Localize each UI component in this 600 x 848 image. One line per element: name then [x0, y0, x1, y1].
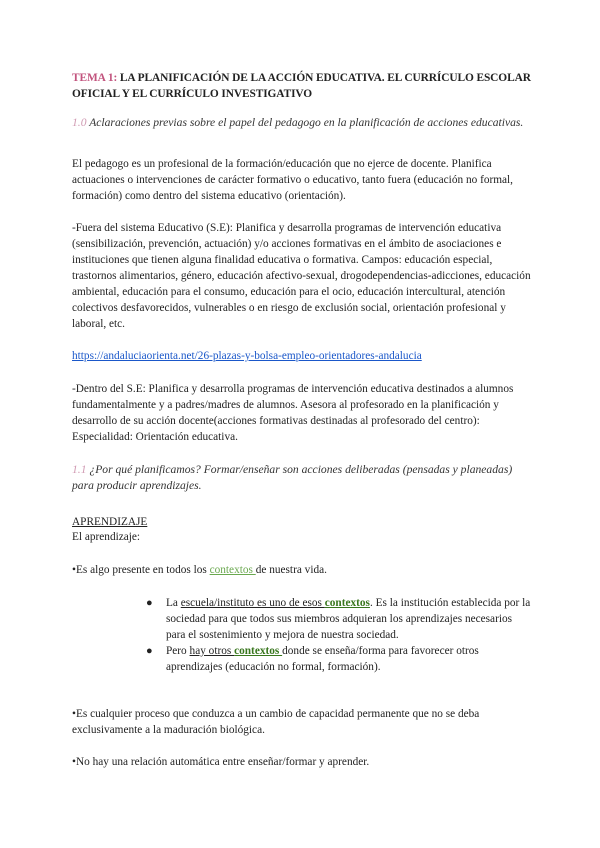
section-heading-text: Aclaraciones previas sobre el papel del pedagogo en la planificación de acciones educativas. [86, 116, 524, 129]
bullet-dot-icon: ● [146, 597, 153, 609]
section-heading-1-0 [72, 115, 534, 131]
item-text-end: . Es la institución establecida por la sociedad para que todos sus miembros adquieran los aprendizajes necesarios para el sostenimiento y mejora de nuestra sociedad. [166, 597, 531, 641]
item-text: Pero [166, 645, 190, 657]
title-text: LA PLANIFICACIÓN DE LA ACCIÓN EDUCATIVA. EL CURRÍCULO ESCOLAR OFICIAL Y EL CURRÍCULO INVESTIGATIVO [72, 72, 531, 100]
section-heading-1-1 [72, 462, 534, 494]
section-number: 1.1 [72, 463, 87, 476]
bullet-contextos [72, 562, 534, 578]
heading-text: APRENDIZAJE [72, 516, 148, 528]
link-andaluciaorienta[interactable]: https://andaluciaorienta.net/26-plazas-y-bolsa-empleo-orientadores-andalucia [72, 350, 422, 362]
bullet-text: •Es algo presente en todos los [72, 564, 210, 576]
item-text: La [166, 597, 181, 609]
list-item [142, 643, 534, 675]
list-item [142, 595, 534, 643]
page-title [72, 70, 534, 102]
item-highlight: contextos [324, 597, 370, 609]
bullet-proceso: •Es cualquier proceso que conduzca a un cambio de capacidad permanente que no se deba exclusivamente a la maduración biológica. [72, 708, 480, 736]
contextos-link[interactable]: contextos [209, 564, 256, 576]
section-heading-text: ¿Por qué planificamos? Formar/enseñar son acciones deliberadas (pensadas y planeadas) para producir aprendizajes. [72, 463, 513, 492]
item-underlined: escuela/instituto es uno de esos [180, 597, 325, 609]
bullet-dot-icon: ● [146, 645, 153, 657]
item-highlight: contextos [234, 645, 283, 657]
aprendizaje-heading [72, 514, 534, 530]
paragraph-pedagogo: El pedagogo es un profesional de la formación/educación que no ejerce de docente. Planifica actuaciones o intervenciones de carácter formativo o educativo, tanto fuera (educación no formal, formación) como dentro del sistema educativo (orientación). [72, 158, 514, 202]
paragraph-fuera-se: -Fuera del sistema Educativo (S.E): Planifica y desarrolla programas de intervención educativa (sensibilización, prevención, actuación) y/o acciones formativas en el ámbito de asociaciones e instituciones que tienen alguna finalidad educativa o formativa. Campos: educación especial, trastornos alimentarios, género, educación afectivo-sexual, drogodependencias-adicciones, educación ambiental, educación para el consumo, educación para el ocio, educación intercultural, atención colectivos desfavorecidos, vulnerables o en riesgo de exclusión social, orientación profesional y laboral, etc. [72, 222, 531, 330]
paragraph-dentro-se: -Dentro del S.E: Planifica y desarrolla programas de intervención educativa destinados a alumnos fundamentalmente y a padres/madres de alumnos. Asesora al profesorado en la planificación y desarrollo de su acción docente(acciones formativas destinadas al profesorado del centro): Especialidad: Orientación educativa. [72, 383, 514, 443]
title-number: TEMA 1: [72, 72, 118, 84]
bullet-text-end: de nuestra vida. [255, 564, 327, 576]
item-underlined: hay otros [189, 645, 235, 657]
aprendizaje-intro: El aprendizaje: [72, 531, 141, 543]
external-link[interactable] [72, 348, 534, 364]
item-text-end: donde se enseña/forma para favorecer otros aprendizajes (educación no formal, formación). [166, 645, 479, 673]
sub-bullet-list [142, 595, 534, 675]
section-number: 1.0 [72, 116, 87, 129]
bullet-relacion: •No hay una relación automática entre enseñar/formar y aprender. [72, 756, 370, 768]
